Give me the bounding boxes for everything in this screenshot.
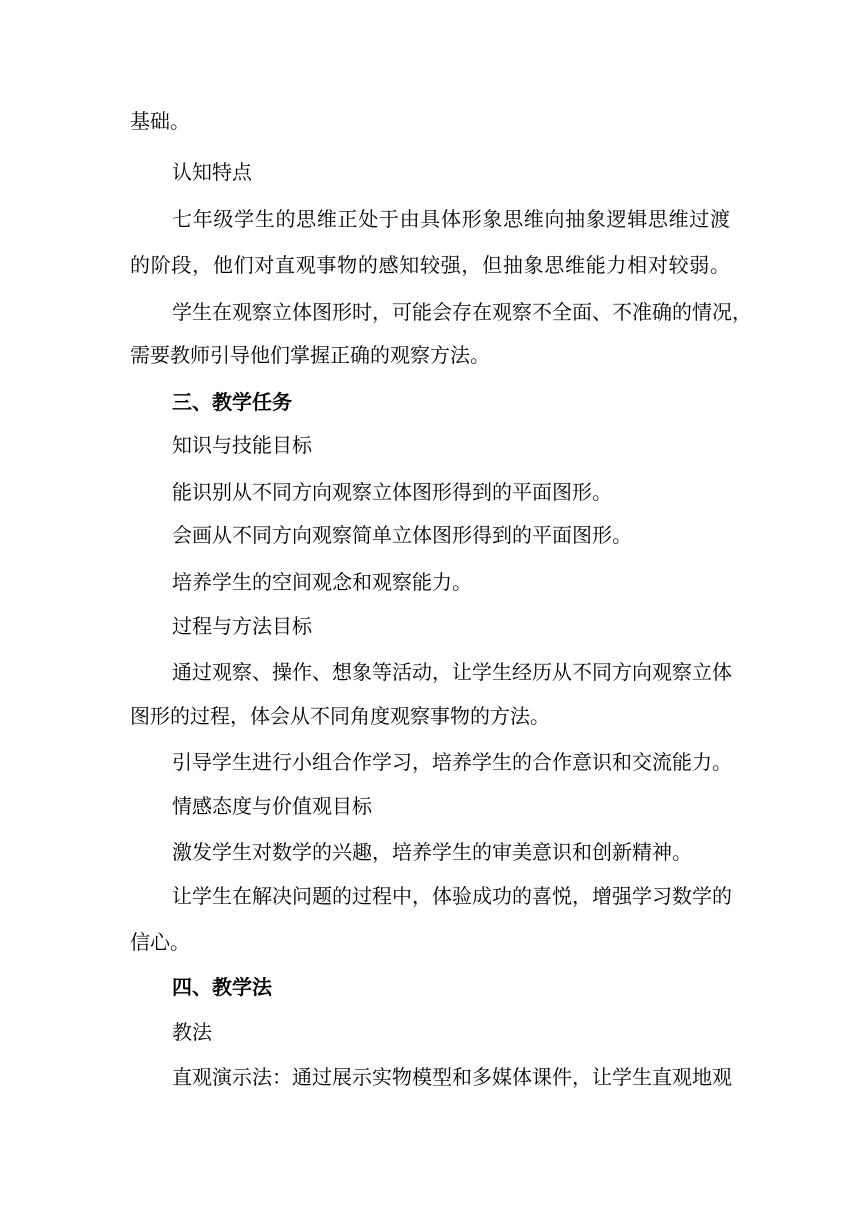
text-line: 让学生在解决问题的过程中，体验成功的喜悦，增强学习数学的 — [172, 884, 732, 908]
text-line: 会画从不同方向观察简单立体图形得到的平面图形。 — [172, 523, 632, 547]
text-line: 能识别从不同方向观察立体图形得到的平面图形。 — [172, 480, 612, 504]
text-line: 通过观察、操作、想象等活动，让学生经历从不同方向观察立体 — [172, 660, 732, 684]
text-line: 培养学生的空间观念和观察能力。 — [172, 570, 472, 594]
text-line: 学生在观察立体图形时，可能会存在观察不全面、不准确的情况， — [172, 300, 752, 324]
subheading: 教法 — [172, 1020, 212, 1044]
subheading: 情感态度与价值观目标 — [172, 794, 372, 818]
text-line: 需要教师引导他们掌握正确的观察方法。 — [130, 343, 490, 367]
section-heading: 三、教学任务 — [172, 390, 292, 414]
text-line: 基础。 — [130, 109, 190, 133]
section-heading: 四、教学法 — [172, 975, 272, 999]
text-line: 七年级学生的思维正处于由具体形象思维向抽象逻辑思维过渡 — [172, 207, 730, 231]
text-line: 直观演示法：通过展示实物模型和多媒体课件，让学生直观地观 — [172, 1065, 732, 1089]
subheading: 知识与技能目标 — [172, 433, 312, 457]
text-line: 引导学生进行小组合作学习，培养学生的合作意识和交流能力。 — [172, 750, 732, 774]
subheading: 认知特点 — [172, 160, 252, 184]
text-line: 信心。 — [130, 930, 190, 954]
subheading: 过程与方法目标 — [172, 614, 312, 638]
text-line: 的阶段，他们对直观事物的感知较强，但抽象思维能力相对较弱。 — [130, 253, 730, 277]
text-line: 激发学生对数学的兴趣，培养学生的审美意识和创新精神。 — [172, 840, 692, 864]
text-line: 图形的过程，体会从不同角度观察事物的方法。 — [130, 704, 550, 728]
